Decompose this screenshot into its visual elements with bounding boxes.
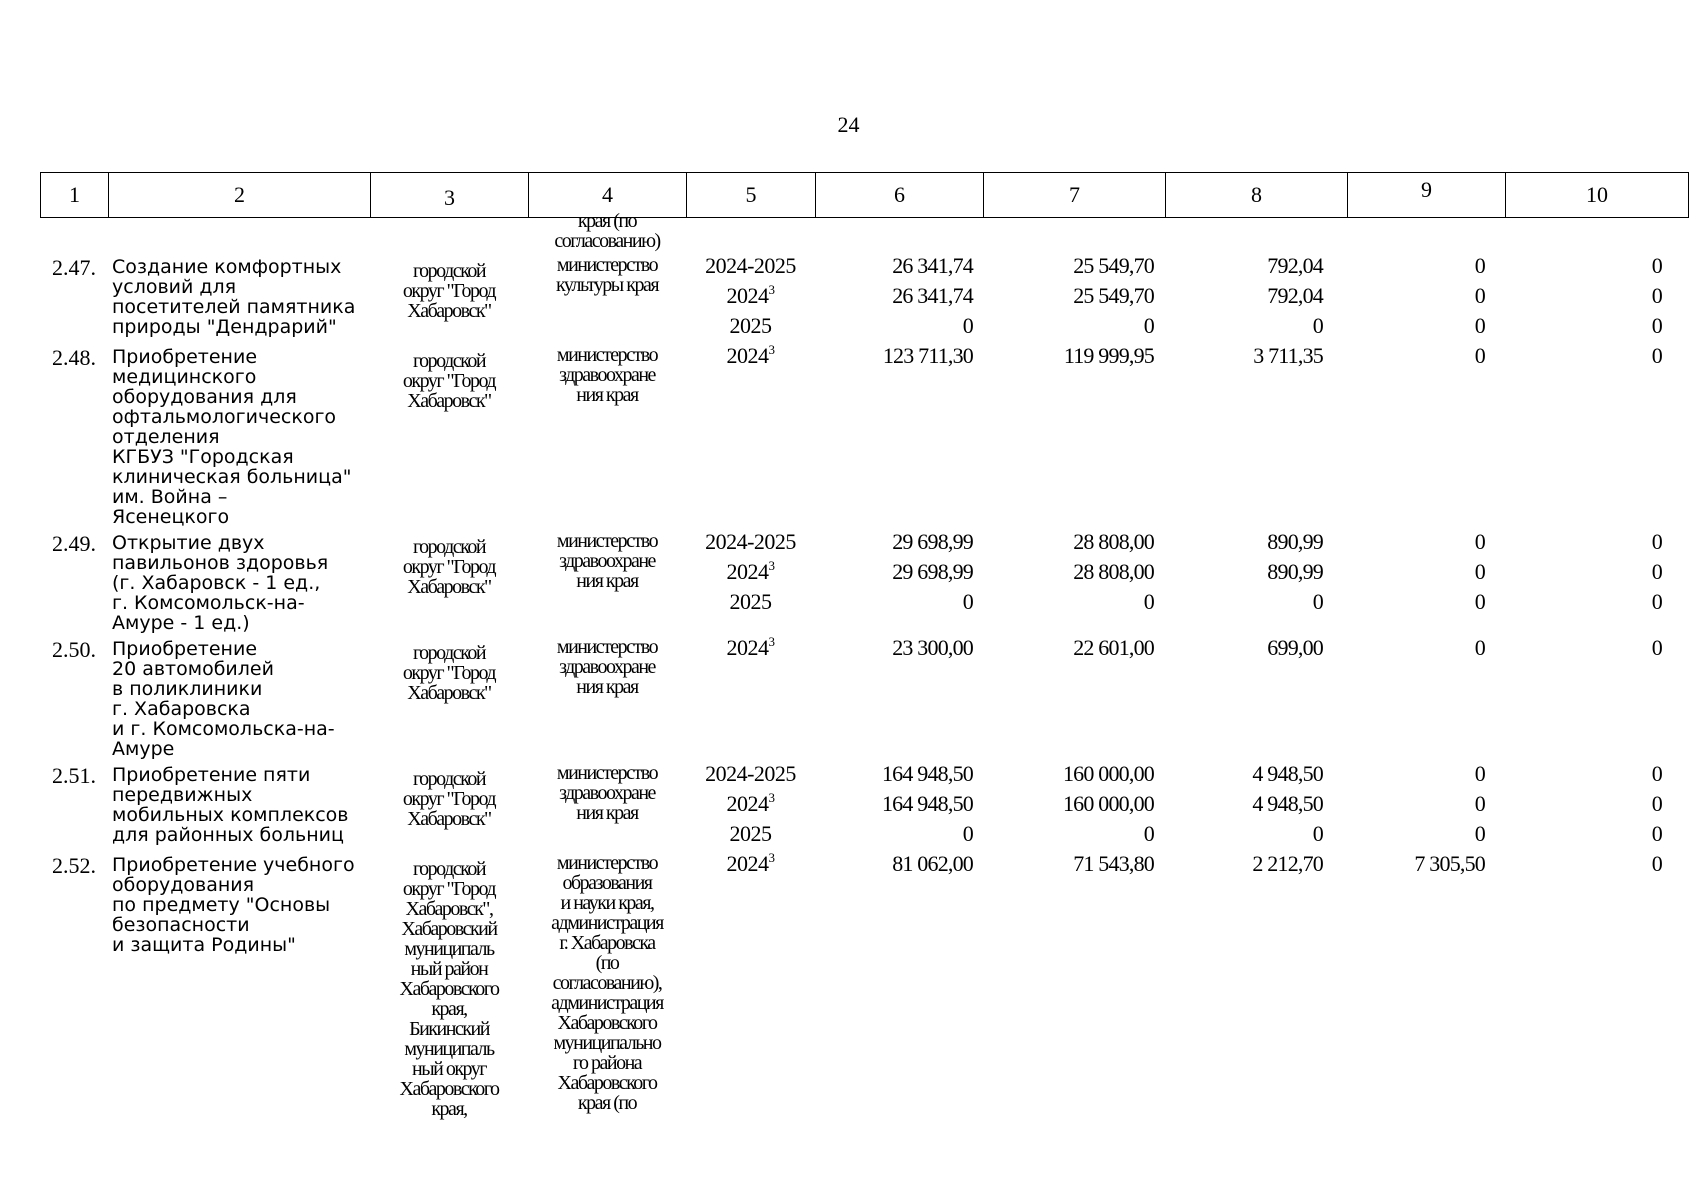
year-value: 2024 [726,791,769,816]
amount-value: 26 341,74 [892,283,973,308]
row-c10 [1505,341,1688,527]
amount-value: 0 [1474,283,1485,308]
amount-value: 0 [1651,529,1662,554]
amount-value: 0 [1474,589,1485,614]
amount-value: 0 [962,313,973,338]
header-col-5: 5 [687,173,816,218]
year-value: 2024 [726,343,769,368]
year-value: 2025 [729,821,772,846]
header-col-3: 3 [371,173,529,218]
amount-value: 29 698,99 [892,529,973,554]
row-territory: городской округ "Город Хабаровск" [402,536,496,598]
amount-value: 0 [1143,313,1154,338]
amount-value: 28 808,00 [1073,559,1154,584]
row-c7 [983,341,1165,527]
table-row [40,341,1688,527]
footnote-mark: 3 [768,634,775,649]
row-c7 [983,251,1165,341]
row-years [686,341,815,527]
header-col-6: 6 [816,173,984,218]
amount-value: 890,99 [1267,529,1323,554]
amount-value: 7 305,50 [1414,851,1485,876]
row-c8 [1165,633,1347,759]
amount-value: 119 999,95 [1063,343,1154,368]
amount-value: 0 [1651,343,1662,368]
amount-value: 22 601,00 [1073,635,1154,660]
row-c8 [1165,849,1347,1119]
row-name: Создание комфортных условий для посетителей памятника природы "Дендрарий" [112,256,356,338]
amount-value: 0 [1651,851,1662,876]
amount-value: 0 [1474,529,1485,554]
amount-value: 0 [1312,589,1323,614]
year-cell [686,789,815,819]
row-number: 2.52. [52,853,96,878]
amount-value: 0 [1312,821,1323,846]
row-number: 2.50. [52,637,96,662]
header-col-9: 9 [1348,173,1506,218]
row-executor: министерство культуры края [555,254,659,296]
amount-value: 0 [1143,821,1154,846]
row-territory: городской округ "Город Хабаровск" [402,350,496,412]
table-row [40,527,1688,633]
row-c9 [1347,633,1505,759]
row-c7 [983,633,1165,759]
year-value: 2024 [726,283,769,308]
year-cell [686,849,815,879]
row-years [686,633,815,759]
row-number: 2.51. [52,763,96,788]
amount-value: 0 [1474,253,1485,278]
year-cell [686,251,815,281]
row-number: 2.47. [52,255,96,280]
amount-value: 123 711,30 [882,343,973,368]
row-years [686,849,815,1119]
row-executor: министерство здравоохране ния края [556,530,658,592]
year-value: 2025 [729,313,772,338]
header-col-8: 8 [1166,173,1348,218]
year-value: 2024 [726,635,769,660]
amount-value: 71 543,80 [1073,851,1154,876]
row-c6 [815,251,983,341]
amount-value: 0 [1651,313,1662,338]
row-c8 [1165,759,1347,849]
amount-value: 25 549,70 [1073,253,1154,278]
footnote-mark: 3 [768,558,775,573]
row-c7 [983,759,1165,849]
amount-value: 0 [1474,343,1485,368]
row-territory: городской округ "Город Хабаровск", Хабаровский муниципаль ный район Хабаровского края, Бикинский муниципаль ный округ Хабаровского края, [399,858,499,1120]
row-c6 [815,849,983,1119]
row-c6 [815,633,983,759]
footnote-mark: 3 [768,850,775,865]
amount-value: 0 [1474,821,1485,846]
header-col-4: 4 [529,173,687,218]
amount-value: 0 [1143,589,1154,614]
year-value: 2024 [726,559,769,584]
amount-value: 0 [1474,761,1485,786]
row-years [686,527,815,633]
amount-value: 25 549,70 [1073,283,1154,308]
row-c6 [815,527,983,633]
amount-value: 0 [1651,635,1662,660]
row-c10 [1505,527,1688,633]
row-number: 2.48. [52,345,96,370]
row-years [686,251,815,341]
row-c10 [1505,633,1688,759]
amount-value: 28 808,00 [1073,529,1154,554]
row-c10 [1505,759,1688,849]
continuation-row [40,211,1688,251]
row-territory: городской округ "Город Хабаровск" [402,260,496,322]
amount-value: 0 [1312,313,1323,338]
year-value: 2024-2025 [705,529,796,554]
amount-value: 792,04 [1267,283,1323,308]
amount-value: 160 000,00 [1062,791,1154,816]
header-col-7: 7 [984,173,1166,218]
row-executor: министерство здравоохране ния края [556,344,658,406]
year-cell [686,281,815,311]
row-c8 [1165,341,1347,527]
amount-value: 4 948,50 [1252,791,1323,816]
row-c8 [1165,251,1347,341]
row-c9 [1347,341,1505,527]
year-cell [686,341,815,371]
amount-value: 0 [1651,283,1662,308]
row-c9 [1347,849,1505,1119]
amount-value: 0 [1474,635,1485,660]
amount-value: 2 212,70 [1252,851,1323,876]
amount-value: 0 [1651,791,1662,816]
row-name: Приобретение медицинского оборудования для офтальмологического отделения КГБУЗ "Городская клиническая больница" им. Война – Ясенецкого [112,346,352,528]
row-c9 [1347,759,1505,849]
table-row [40,759,1688,849]
continuation-executor: края (по согласованию) [554,210,660,252]
year-cell [686,311,815,341]
row-c9 [1347,527,1505,633]
amount-value: 26 341,74 [892,253,973,278]
header-col-2: 2 [109,173,371,218]
footnote-mark: 3 [768,342,775,357]
year-cell [686,819,815,849]
amount-value: 0 [1651,559,1662,584]
row-name: Приобретение 20 автомобилей в поликлиники г. Хабаровска и г. Комсомольска-на- Амуре [112,638,335,760]
row-c8 [1165,527,1347,633]
row-c10 [1505,849,1688,1119]
header-col-1: 1 [41,173,109,218]
row-name: Открытие двух павильонов здоровья (г. Хабаровск - 1 ед., г. Комсомольск-на- Амуре - 1 ед.) [112,532,329,634]
amount-value: 164 948,50 [881,791,973,816]
amount-value: 0 [1651,761,1662,786]
amount-value: 699,00 [1267,635,1323,660]
year-value: 2024-2025 [705,761,796,786]
row-name: Приобретение пяти передвижных мобильных комплексов для районных больниц [112,764,349,846]
row-c6 [815,759,983,849]
footnote-mark: 3 [768,282,775,297]
row-c7 [983,849,1165,1119]
year-value: 2025 [729,589,772,614]
amount-value: 160 000,00 [1062,761,1154,786]
amount-value: 792,04 [1267,253,1323,278]
row-c9 [1347,251,1505,341]
table-row [40,849,1688,1119]
amount-value: 0 [1651,589,1662,614]
row-executor: министерство здравоохране ния края [556,762,658,824]
header-col-10: 10 [1506,173,1689,218]
amount-value: 0 [1474,559,1485,584]
amount-value: 0 [962,821,973,846]
row-territory: городской округ "Город Хабаровск" [402,768,496,830]
row-name: Приобретение учебного оборудования по предмету "Основы безопасности и защита Родины" [112,854,355,956]
row-c7 [983,527,1165,633]
amount-value: 29 698,99 [892,559,973,584]
page-number: 24 [837,112,860,137]
year-cell [686,633,815,663]
row-territory: городской округ "Город Хабаровск" [402,642,496,704]
row-number: 2.49. [52,531,96,556]
row-years [686,759,815,849]
row-executor: министерство образования и науки края, администрация г. Хабаровска (по согласованию), администрация Хабаровского муниципально го района Хабаровского края (по [551,852,663,1114]
footnote-mark: 3 [768,790,775,805]
amount-value: 0 [1474,791,1485,816]
amount-value: 164 948,50 [881,761,973,786]
row-c6 [815,341,983,527]
amount-value: 4 948,50 [1252,761,1323,786]
year-value: 2024 [726,851,769,876]
year-cell [686,587,815,617]
amount-value: 0 [1651,253,1662,278]
year-cell [686,759,815,789]
amount-value: 0 [962,589,973,614]
year-cell [686,527,815,557]
amount-value: 890,99 [1267,559,1323,584]
table-row [40,251,1688,341]
amount-value: 23 300,00 [892,635,973,660]
row-c10 [1505,251,1688,341]
year-value: 2024-2025 [705,253,796,278]
amount-value: 81 062,00 [892,851,973,876]
amount-value: 0 [1474,313,1485,338]
table-row [40,633,1688,759]
program-table [40,211,1688,1119]
row-executor: министерство здравоохране ния края [556,636,658,698]
amount-value: 0 [1651,821,1662,846]
year-cell [686,557,815,587]
amount-value: 3 711,35 [1253,343,1323,368]
